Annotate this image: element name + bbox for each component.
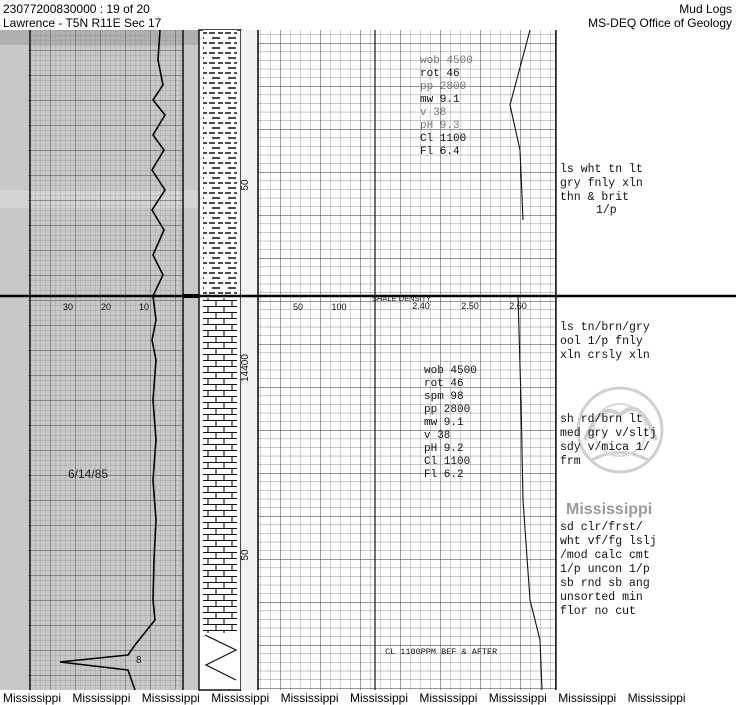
lithology-desc-4 bbox=[560, 521, 657, 618]
density-scale-label: 2.50 bbox=[461, 301, 479, 311]
footer-label: Mississippi bbox=[211, 691, 270, 705]
svg-text:pH 9.2: pH 9.2 bbox=[424, 443, 464, 455]
footer-label: Mississippi bbox=[419, 691, 478, 705]
track1-scale-label: 10 bbox=[138, 302, 150, 312]
footer-watermark-row bbox=[3, 691, 686, 705]
track1-scale-label: 20 bbox=[100, 302, 112, 312]
log-date: 6/14/85 bbox=[68, 467, 109, 481]
svg-text:sdy v/mica 1/: sdy v/mica 1/ bbox=[560, 441, 650, 454]
watermark-text: Mississippi bbox=[566, 501, 653, 518]
svg-text:wob 4500: wob 4500 bbox=[424, 365, 477, 377]
svg-text:unsorted min: unsorted min bbox=[560, 591, 643, 604]
svg-text:flor no cut: flor no cut bbox=[560, 605, 636, 618]
svg-text:pp 2800: pp 2800 bbox=[424, 404, 471, 416]
svg-text:pH 9.3: pH 9.3 bbox=[420, 120, 460, 132]
svg-text:thn & brit: thn & brit bbox=[560, 191, 630, 204]
svg-text:xln crsly xln: xln crsly xln bbox=[560, 349, 650, 362]
svg-text:ls tn/brn/gry: ls tn/brn/gry bbox=[560, 321, 650, 334]
track3-scale-label: 50 bbox=[292, 302, 304, 312]
svg-text:gry fnly xln: gry fnly xln bbox=[560, 177, 643, 190]
agency-name: MS-DEQ Office of Geology bbox=[588, 16, 732, 30]
svg-text:mw 9.1: mw 9.1 bbox=[420, 94, 460, 106]
svg-text:rot 46: rot 46 bbox=[420, 68, 460, 80]
track1-grid bbox=[28, 30, 183, 690]
density-scale-label: 2.60 bbox=[509, 301, 527, 311]
svg-text:med gry v/sltj: med gry v/sltj bbox=[560, 427, 657, 440]
depth-label: 50 bbox=[240, 179, 251, 191]
depth-label: 50 bbox=[240, 549, 251, 561]
footer-label: Mississippi bbox=[558, 691, 617, 705]
footer-label: Mississippi bbox=[488, 691, 547, 705]
svg-text:Cl 1100: Cl 1100 bbox=[424, 456, 471, 468]
depth-label: 14400 bbox=[240, 354, 251, 382]
footer-label: Mississippi bbox=[141, 691, 200, 705]
svg-text:ool 1/p fnly: ool 1/p fnly bbox=[560, 335, 643, 348]
footer-label: Mississippi bbox=[627, 691, 686, 705]
svg-text:pp 2800: pp 2800 bbox=[420, 81, 467, 93]
svg-text:ls wht tn lt: ls wht tn lt bbox=[560, 163, 643, 176]
track3-scale-label: 100 bbox=[331, 302, 347, 312]
svg-text:Fl 6.4: Fl 6.4 bbox=[420, 146, 460, 158]
chloride-note: CL 1100PPM BEF & AFTER bbox=[385, 647, 498, 657]
svg-text:wob 4500: wob 4500 bbox=[420, 55, 473, 67]
svg-text:Cl 1100: Cl 1100 bbox=[420, 133, 467, 145]
density-scale-label: 2.40 bbox=[412, 301, 430, 311]
footer-label: Mississippi bbox=[3, 691, 62, 705]
well-id: 23077200830000 : 19 of 20 bbox=[3, 2, 150, 16]
svg-text:spm 98: spm 98 bbox=[424, 391, 464, 403]
shale-density-header: SHALE DENSITY bbox=[372, 294, 432, 303]
svg-text:sb rnd sb ang: sb rnd sb ang bbox=[560, 577, 650, 590]
svg-text:rot 46: rot 46 bbox=[424, 378, 464, 390]
svg-text:sh rd/brn lt: sh rd/brn lt bbox=[560, 413, 643, 426]
well-location: Lawrence - T5N R11E Sec 17 bbox=[3, 16, 162, 30]
document-type: Mud Logs bbox=[679, 2, 732, 16]
svg-text:v 38: v 38 bbox=[424, 430, 451, 442]
svg-text:sd clr/frst/: sd clr/frst/ bbox=[560, 521, 643, 534]
svg-text:1/p uncon 1/p: 1/p uncon 1/p bbox=[560, 563, 650, 576]
footer-label: Mississippi bbox=[72, 691, 131, 705]
footer-label: Mississippi bbox=[350, 691, 409, 705]
svg-text:/mod calc cmt: /mod calc cmt bbox=[560, 549, 650, 562]
curve-label: 8 bbox=[136, 655, 142, 666]
svg-text:Fl 6.2: Fl 6.2 bbox=[424, 469, 464, 481]
track3-grid bbox=[258, 30, 556, 690]
svg-text:mw 9.1: mw 9.1 bbox=[424, 417, 464, 429]
svg-text:1/p: 1/p bbox=[596, 204, 617, 217]
track1-scale-label: 30 bbox=[62, 302, 74, 312]
footer-label: Mississippi bbox=[280, 691, 339, 705]
lithology-desc-2 bbox=[560, 321, 650, 362]
svg-text:frm: frm bbox=[560, 455, 581, 468]
svg-text:wht vf/fg lslj: wht vf/fg lslj bbox=[560, 535, 657, 548]
svg-text:v 38: v 38 bbox=[420, 107, 447, 119]
